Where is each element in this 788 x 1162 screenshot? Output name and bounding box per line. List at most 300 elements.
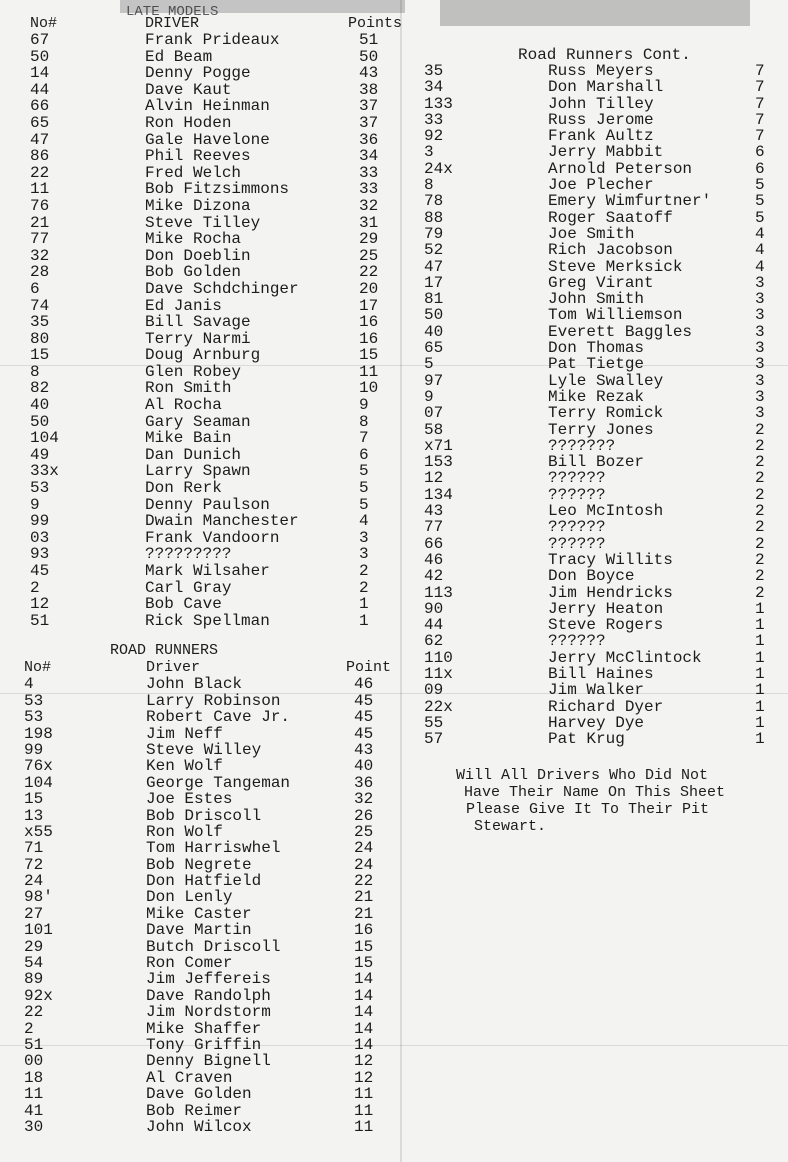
points-value: 25	[359, 246, 379, 265]
car-number: 57	[424, 730, 444, 749]
points-value: 11	[354, 1117, 374, 1136]
driver-name: Al Rocha	[145, 396, 222, 415]
points-value: 2	[755, 534, 765, 553]
points-value: 25	[354, 822, 374, 841]
car-number: 52	[424, 241, 444, 260]
points-value: 2	[755, 583, 765, 602]
points-value: 32	[359, 196, 379, 215]
driver-name: Russ Jerome	[548, 110, 654, 129]
car-number: 66	[424, 534, 444, 553]
table-row	[402, 454, 788, 470]
table-row	[0, 314, 410, 331]
car-number: 11	[24, 1085, 44, 1104]
points-value: 1	[755, 632, 765, 651]
points-value: 7	[755, 62, 765, 80]
car-number: 30	[24, 1117, 44, 1136]
points-value: 21	[354, 904, 374, 923]
table-row	[0, 824, 410, 840]
points-value: 43	[354, 740, 374, 759]
table-row	[0, 563, 410, 580]
car-number: 45	[30, 562, 50, 580]
points-value: 5	[755, 192, 765, 211]
table-row	[0, 939, 410, 955]
table-row	[402, 275, 788, 291]
table-row	[0, 463, 410, 480]
driver-name: Denny Bignell	[146, 1052, 271, 1071]
driver-name: John Wilcox	[146, 1117, 252, 1136]
points-value: 7	[359, 429, 369, 448]
car-number: 9	[30, 495, 40, 514]
car-number: 97	[424, 371, 444, 390]
points-value: 4	[359, 512, 369, 531]
points-value: 1	[755, 730, 765, 749]
points-value: 6	[359, 445, 369, 464]
table-row	[402, 96, 788, 112]
points-value: 43	[359, 64, 379, 83]
driver-name: Mike Bain	[145, 429, 232, 448]
points-value: 1	[755, 697, 765, 716]
points-value: 2	[755, 420, 765, 439]
tape-strip	[440, 0, 750, 26]
points-value: 2	[755, 485, 765, 504]
points-value: 5	[359, 495, 369, 514]
car-number: 40	[424, 322, 444, 341]
points-value: 37	[359, 113, 379, 132]
car-number: 53	[24, 708, 44, 727]
table-row	[0, 397, 410, 414]
driver-name: Bob Negrete	[146, 855, 252, 874]
table-row	[0, 513, 410, 530]
driver-name: Don Rerk	[145, 479, 222, 498]
car-number: 07	[424, 404, 444, 423]
points-value: 1	[359, 595, 369, 614]
table-row	[402, 715, 788, 731]
points-value: 14	[354, 1003, 374, 1022]
table-row	[0, 873, 410, 889]
car-number: 18	[24, 1068, 44, 1087]
table-row	[0, 1037, 410, 1053]
car-number: 41	[24, 1101, 44, 1120]
car-number: 104	[24, 773, 53, 792]
car-number: 71	[24, 839, 44, 858]
table-row	[0, 215, 410, 232]
points-value: 3	[359, 528, 369, 547]
points-value: 22	[354, 872, 374, 891]
table-row	[0, 775, 410, 791]
points-value: 4	[755, 257, 765, 276]
points-value: 1	[755, 616, 765, 635]
table-row	[0, 922, 410, 938]
driver-name: Bob Cave	[145, 595, 222, 614]
car-number: 35	[30, 313, 50, 332]
table-row	[402, 177, 788, 193]
table-row	[0, 1119, 410, 1135]
points-value: 5	[359, 479, 369, 498]
driver-name: Robert Cave Jr.	[146, 708, 291, 727]
driver-name: Bill Bozer	[548, 453, 645, 472]
car-number: 42	[424, 567, 444, 586]
car-number: 54	[24, 954, 44, 973]
driver-name: Pat Tietge	[548, 355, 645, 374]
table-row	[402, 340, 788, 356]
table-row	[0, 758, 410, 774]
points-value: 4	[755, 241, 765, 260]
points-value: 10	[359, 379, 379, 398]
driver-name: Jerry Heaton	[548, 599, 664, 618]
number-header: No#	[30, 15, 58, 32]
table-row	[402, 161, 788, 177]
driver-name: Steve Rogers	[548, 616, 664, 635]
car-number: 6	[30, 279, 40, 298]
table-row	[0, 546, 410, 563]
driver-name: Jim Neff	[146, 724, 223, 743]
car-number: x71	[424, 436, 453, 455]
car-number: 47	[30, 130, 50, 149]
table-row	[0, 1086, 410, 1102]
table-row	[402, 128, 788, 144]
driver-name: Frank Vandoorn	[145, 528, 280, 547]
points-value: 1	[755, 713, 765, 732]
table-row	[402, 682, 788, 698]
table-row	[0, 497, 410, 514]
car-number: 55	[424, 713, 444, 732]
table-row	[402, 552, 788, 568]
car-number: 53	[24, 691, 44, 710]
driver-header: DRIVER	[145, 15, 200, 32]
section-title: LATE MODELS	[126, 4, 219, 20]
table-row	[0, 181, 410, 198]
table-row	[0, 613, 410, 630]
car-number: 2	[24, 1019, 34, 1038]
points-value: 7	[755, 110, 765, 129]
driver-name: Tom Harriswhel	[146, 839, 281, 858]
car-number: 22x	[424, 697, 453, 716]
points-value: 15	[359, 346, 379, 365]
points-value: 3	[755, 371, 765, 390]
table-row	[402, 601, 788, 617]
notice-line: Please Give It To Their Pit	[466, 801, 710, 818]
car-number: 33x	[30, 462, 59, 481]
driver-name: Dave Kaut	[145, 80, 232, 99]
driver-name: Jim Nordstorm	[146, 1003, 271, 1022]
driver-name: Ron Hoden	[145, 113, 232, 132]
notice-text	[456, 767, 786, 835]
driver-name: Mike Rezak	[548, 387, 645, 406]
table-row	[402, 112, 788, 128]
driver-name: Steve Willey	[146, 740, 262, 759]
car-number: 80	[30, 329, 50, 348]
car-number: 76	[30, 196, 50, 215]
table-row	[0, 248, 410, 265]
points-value: 36	[354, 773, 374, 792]
driver-name: Leo McIntosh	[548, 502, 664, 521]
driver-name: ??????	[548, 518, 606, 537]
notice-line: Stewart.	[474, 818, 547, 835]
car-number: 29	[24, 937, 44, 956]
car-number: 27	[24, 904, 44, 923]
table-row	[0, 165, 410, 182]
table-row	[0, 709, 410, 725]
driver-name: Ron Smith	[145, 379, 232, 398]
table-row	[0, 347, 410, 364]
points-value: 40	[354, 757, 374, 776]
points-value: 1	[755, 599, 765, 618]
driver-name: Terry Narmi	[145, 329, 251, 348]
car-number: x55	[24, 822, 53, 841]
driver-name: Mark Wilsaher	[145, 562, 270, 580]
driver-name: Mike Dizona	[145, 196, 251, 215]
table-row	[402, 79, 788, 95]
table-row	[402, 356, 788, 372]
driver-name: Everett Baggles	[548, 322, 693, 341]
car-number: 113	[424, 583, 453, 602]
points-value: 26	[354, 806, 374, 825]
driver-name: Phil Reeves	[145, 147, 251, 166]
car-number: 15	[30, 346, 50, 365]
driver-name: Butch Driscoll	[146, 937, 281, 956]
points-value: 1	[755, 681, 765, 700]
late-models-column-headers	[0, 16, 410, 32]
driver-header: Driver	[146, 659, 201, 677]
driver-name: Greg Virant	[548, 273, 654, 292]
driver-name: Rich Jacobson	[548, 241, 673, 260]
points-value: 16	[359, 313, 379, 332]
points-value: 16	[359, 329, 379, 348]
car-number: 66	[30, 97, 50, 116]
points-value: 3	[755, 387, 765, 406]
points-value: 3	[755, 290, 765, 309]
points-value: 37	[359, 97, 379, 116]
points-value: 24	[354, 839, 374, 858]
driver-name: Bill Savage	[145, 313, 251, 332]
table-row	[0, 857, 410, 873]
car-number: 50	[30, 412, 50, 431]
car-number: 98'	[24, 888, 53, 907]
points-value: 16	[354, 921, 374, 940]
table-row	[0, 596, 410, 613]
driver-name: ??????	[548, 632, 606, 651]
car-number: 34	[424, 78, 444, 97]
car-number: 74	[30, 296, 50, 315]
points-value: 14	[354, 1019, 374, 1038]
car-number: 62	[424, 632, 444, 651]
driver-name: Dave Schdchinger	[145, 279, 299, 298]
car-number: 21	[30, 213, 50, 232]
road-runners-cont-title: Road Runners Cont.	[518, 46, 691, 64]
car-number: 47	[424, 257, 444, 276]
driver-name: Dwain Manchester	[145, 512, 299, 531]
table-row	[0, 115, 410, 132]
table-row	[0, 447, 410, 464]
car-number: 4	[24, 675, 34, 694]
points-value: 9	[359, 396, 369, 415]
road-runners-column-headers	[0, 660, 410, 676]
driver-name: Tracy Willits	[548, 550, 673, 569]
car-number: 35	[424, 62, 444, 80]
car-number: 65	[30, 113, 50, 132]
table-row	[0, 1070, 410, 1086]
table-row	[0, 132, 410, 149]
car-number: 17	[424, 273, 444, 292]
driver-name: Tom Williemson	[548, 306, 683, 325]
table-row	[402, 568, 788, 584]
points-value: 15	[354, 937, 374, 956]
table-row	[0, 840, 410, 856]
car-number: 67	[30, 31, 50, 49]
points-value: 2	[755, 453, 765, 472]
car-number: 65	[424, 339, 444, 358]
driver-name: Ron Comer	[146, 954, 233, 973]
points-value: 5	[359, 462, 369, 481]
table-row	[0, 889, 410, 905]
table-row	[402, 405, 788, 421]
table-row	[0, 281, 410, 298]
car-number: 77	[30, 230, 50, 249]
car-number: 28	[30, 263, 50, 282]
points-value: 14	[354, 1035, 374, 1054]
car-number: 110	[424, 648, 453, 667]
table-row	[0, 906, 410, 922]
car-number: 78	[424, 192, 444, 211]
points-value: 14	[354, 986, 374, 1005]
car-number: 51	[30, 611, 50, 630]
car-number: 89	[24, 970, 44, 989]
table-row	[402, 242, 788, 258]
driver-name: Richard Dyer	[548, 697, 664, 716]
table-row	[402, 324, 788, 340]
driver-name: Mike Caster	[146, 904, 252, 923]
car-number: 198	[24, 724, 53, 743]
driver-name: Terry Jones	[548, 420, 654, 439]
car-number: 90	[424, 599, 444, 618]
table-row	[0, 148, 410, 165]
driver-name: John Black	[146, 675, 243, 694]
table-row	[402, 422, 788, 438]
points-value: 38	[359, 80, 379, 99]
driver-name: Gary Seaman	[145, 412, 251, 431]
car-number: 51	[24, 1035, 44, 1054]
points-value: 3	[755, 339, 765, 358]
table-row	[402, 210, 788, 226]
table-row	[0, 65, 410, 82]
driver-name: Denny Paulson	[145, 495, 270, 514]
notice-line: Will All Drivers Who Did Not	[456, 767, 709, 784]
driver-name: Roger Saatoff	[548, 208, 673, 227]
driver-name: ??????	[548, 469, 606, 488]
points-value: 3	[755, 322, 765, 341]
points-value: 29	[359, 230, 379, 249]
driver-name: Don Thomas	[548, 339, 645, 358]
car-number: 86	[30, 147, 50, 166]
points-value: 3	[755, 355, 765, 374]
points-value: 2	[359, 562, 369, 580]
car-number: 58	[424, 420, 444, 439]
driver-name: Pat Krug	[548, 730, 625, 749]
table-row	[402, 193, 788, 209]
table-row	[0, 693, 410, 709]
table-row	[402, 633, 788, 649]
table-row	[402, 389, 788, 405]
driver-name: Steve Tilley	[145, 213, 261, 232]
driver-name: Don Marshall	[548, 78, 664, 97]
driver-name: Gale Havelone	[145, 130, 270, 149]
car-number: 13	[24, 806, 44, 825]
points-header: Points	[348, 15, 403, 32]
points-value: 3	[755, 404, 765, 423]
points-value: 45	[354, 691, 374, 710]
car-number: 79	[424, 224, 444, 243]
table-row	[0, 49, 410, 66]
driver-name: John Smith	[548, 290, 645, 309]
points-value: 15	[354, 954, 374, 973]
driver-name: ??????	[548, 485, 606, 504]
table-row	[0, 971, 410, 987]
points-value: 17	[359, 296, 379, 315]
car-number: 12	[30, 595, 50, 614]
car-number: 134	[424, 485, 453, 504]
points-value: 11	[354, 1101, 374, 1120]
driver-name: Bob Fitzsimmons	[145, 180, 290, 199]
car-number: 32	[30, 246, 50, 265]
car-number: 11	[30, 180, 50, 199]
table-row	[0, 791, 410, 807]
car-number: 133	[424, 94, 453, 113]
table-row	[402, 291, 788, 307]
table-row	[402, 373, 788, 389]
table-row	[0, 298, 410, 315]
late-models-table	[0, 32, 410, 629]
car-number: 49	[30, 445, 50, 464]
points-value: 34	[359, 147, 379, 166]
driver-name: Dan Dunich	[145, 445, 242, 464]
points-value: 2	[359, 578, 369, 597]
table-row	[0, 364, 410, 381]
table-row	[402, 470, 788, 486]
car-number: 92	[424, 127, 444, 146]
driver-name: Don Doeblin	[145, 246, 251, 265]
driver-name: Joe Smith	[548, 224, 635, 243]
car-number: 43	[424, 502, 444, 521]
car-number: 03	[30, 528, 50, 547]
table-row	[0, 726, 410, 742]
driver-name: Dave Golden	[146, 1085, 252, 1104]
driver-name: Bob Driscoll	[146, 806, 262, 825]
points-value: 33	[359, 180, 379, 199]
points-value: 2	[755, 567, 765, 586]
table-row	[0, 198, 410, 215]
car-number: 09	[424, 681, 444, 700]
driver-name: Terry Romick	[548, 404, 664, 423]
driver-name: Jerry McClintock	[548, 648, 702, 667]
driver-name: Larry Spawn	[145, 462, 251, 481]
driver-name: Jerry Mabbit	[548, 143, 664, 162]
points-value: 7	[755, 127, 765, 146]
table-row	[402, 519, 788, 535]
car-number: 104	[30, 429, 59, 448]
points-value: 7	[755, 94, 765, 113]
driver-name: Joe Plecher	[548, 176, 654, 195]
table-row	[0, 480, 410, 497]
points-value: 2	[755, 436, 765, 455]
car-number: 24	[24, 872, 44, 891]
points-value: 11	[354, 1085, 374, 1104]
car-number: 8	[424, 176, 434, 195]
driver-name: Steve Merksick	[548, 257, 683, 276]
driver-name: Tony Griffin	[146, 1035, 262, 1054]
driver-name: ?????????	[145, 545, 232, 564]
car-number: 50	[424, 306, 444, 325]
car-number: 9	[424, 387, 434, 406]
